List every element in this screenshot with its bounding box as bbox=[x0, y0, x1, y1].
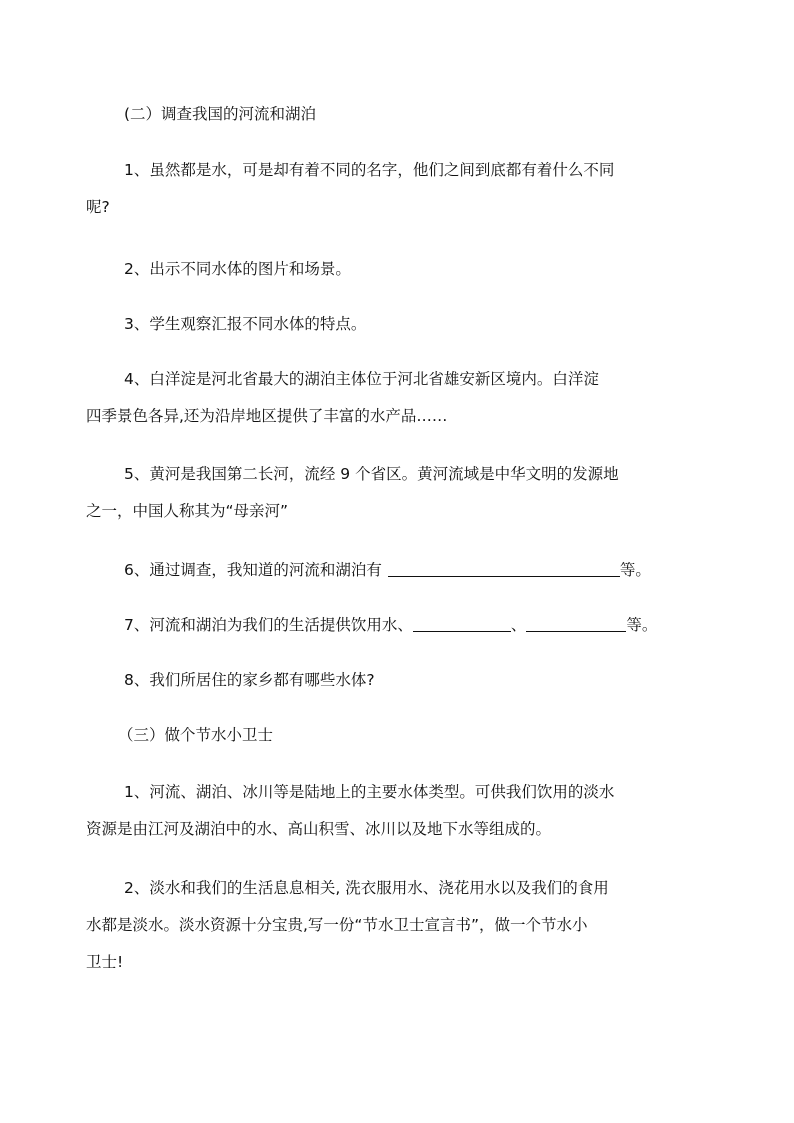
paragraph-8: 8、我们所居住的家乡都有哪些水体? bbox=[124, 671, 375, 689]
paragraph-6: 6、通过调查，我知道的河流和湖泊有 等。 bbox=[124, 561, 651, 579]
fill-blank[interactable] bbox=[526, 615, 626, 632]
fill-blank[interactable] bbox=[388, 560, 620, 577]
paragraph-7: 7、河流和湖泊为我们的生活提供饮用水、 、 等。 bbox=[124, 616, 658, 634]
paragraph-4: 4、白洋淀是河北省最大的湖泊主体位于河北省雄安新区境内。白洋淀 四季景色各异,还为沿岸地区提供了丰富的水产品…… bbox=[86, 370, 599, 425]
section-heading-2: (二）调查我国的河流和湖泊 bbox=[124, 105, 317, 123]
paragraph-2: 2、出示不同水体的图片和场景。 bbox=[124, 260, 351, 278]
fill-blank[interactable] bbox=[413, 615, 511, 632]
paragraph-3: 3、学生观察汇报不同水体的特点。 bbox=[124, 315, 367, 333]
paragraph-q2: 2、淡水和我们的生活息息相关, 洗衣服用水、浇花用水以及我们的食用 水都是淡水。淡水资源十分宝贵,写一份“节水卫士宣言书”，做一个节水小 卫士! bbox=[86, 879, 609, 971]
paragraph-1: 1、虽然都是水，可是却有着不同的名字，他们之间到底都有着什么不同 呢? bbox=[86, 161, 615, 216]
section-heading-3: （三）做个节水小卫士 bbox=[118, 726, 274, 744]
paragraph-q1: 1、河流、湖泊、冰川等是陆地上的主要水体类型。可供我们饮用的淡水 资源是由江河及湖泊中的水、高山积雪、冰川以及地下水等组成的。 bbox=[86, 783, 615, 838]
paragraph-5: 5、黄河是我国第二长河，流经 9 个省区。黄河流域是中华文明的发源地 之一，中国人称其为“母亲河” bbox=[86, 465, 619, 520]
